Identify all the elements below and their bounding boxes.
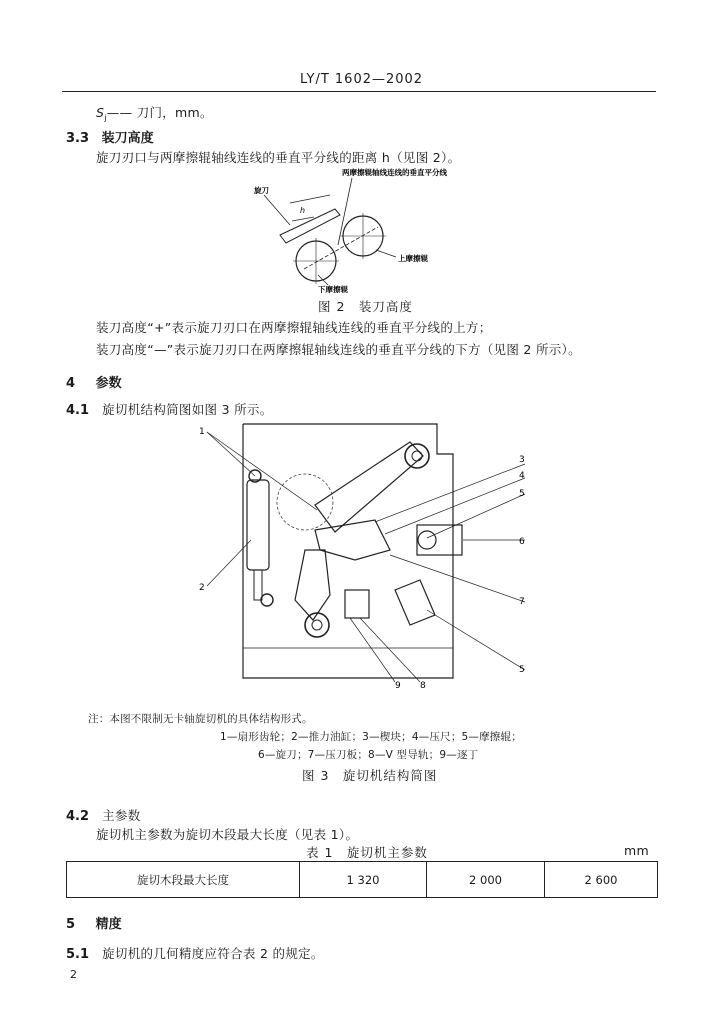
- table-1: [66, 861, 658, 898]
- fig3-callout-5: 5: [519, 489, 525, 499]
- fig3-wedge-block: [345, 590, 369, 618]
- fig3-lower-roller-unit: [395, 580, 435, 625]
- fig3-machine-frame: [243, 424, 453, 678]
- figure-3-note: 注：本图不限制无卡轴旋切机的具体结构形式。: [88, 713, 313, 725]
- fig3-roller-circle: [418, 531, 436, 549]
- fig2-label-blade: 旋刀: [254, 186, 269, 195]
- section-title: 精度: [95, 917, 122, 932]
- height-note-plus: 装刀高度“+”表示旋刀刃口在两摩擦辊轴线连线的垂直平分线的上方；: [96, 320, 492, 335]
- table-row: [67, 862, 658, 898]
- formula-symbol: S: [96, 105, 105, 120]
- section-3-3-body: 旋刀刃口与两摩擦辊轴线连线的垂直平分线的距离 h（见图 2）。: [96, 150, 461, 165]
- fig3-blade-carriage: [315, 520, 390, 560]
- fig3-cylinder-rod: [254, 570, 262, 600]
- table-1-caption: 表 1 旋切机主参数: [306, 845, 428, 860]
- fig3-leader-5b: [427, 610, 525, 670]
- figure-3-legend-line1: 1—扇形齿轮；2—推力油缸；3—楔块；4—压尺；5—摩擦辊；: [220, 731, 522, 743]
- section-number: 4.2: [66, 809, 90, 824]
- table-cell-value: 2 000: [427, 862, 545, 898]
- fig3-roller-unit: [417, 525, 462, 555]
- fig2-blade-shape: [280, 209, 340, 243]
- section-4-heading: [66, 372, 122, 391]
- table-1-unit: mm: [624, 843, 649, 858]
- fig2-centre-line: [304, 227, 378, 269]
- formula-subscript: j: [104, 113, 107, 123]
- section-title: 主参数: [102, 808, 141, 823]
- figure-3-legend-line2: 6—旋刀；7—压刀板；8—V 型导轨；9—逐丁: [258, 749, 479, 761]
- fig3-top-pivot-inner: [412, 451, 422, 461]
- fig2-label-upper-roller: 上摩擦辊: [398, 254, 428, 263]
- section-number: 4: [66, 376, 76, 391]
- fig2-h-dim-a: [290, 195, 330, 203]
- formula-note: [96, 103, 213, 123]
- fig3-leader-3: [375, 464, 525, 522]
- fig3-lower-pivot: [305, 613, 329, 637]
- table-cell-value: 2 600: [545, 862, 658, 898]
- fig2-lower-leader: [318, 275, 328, 285]
- fig3-top-pivot: [405, 444, 429, 468]
- fig3-log-circle: [277, 474, 333, 530]
- fig3-callout-6: 6: [519, 537, 525, 547]
- fig3-callout-3: 3: [519, 455, 525, 465]
- fig3-lower-arm: [295, 550, 330, 620]
- header-rule: [62, 91, 656, 92]
- figure-2-caption: 图 2 装刀高度: [318, 299, 413, 314]
- section-3-3-heading: [66, 127, 154, 146]
- header-doc-code: LY/T 1602—2002: [300, 72, 424, 87]
- fig3-leader-1a: [207, 432, 255, 476]
- fig2-label-lower-roller: 下摩擦辊: [318, 285, 348, 294]
- section-5-1: [66, 943, 324, 962]
- section-5-heading: [66, 913, 122, 932]
- fig3-leader-8: [360, 618, 420, 682]
- section-number: 3.3: [66, 131, 90, 146]
- fig2-label-top-leader: [338, 178, 352, 245]
- table-cell-value: 1 320: [300, 862, 427, 898]
- fig2-label-h: h: [300, 206, 306, 215]
- fig3-callout-8: 8: [420, 681, 426, 690]
- figure-3-caption: 图 3 旋切机结构简图: [302, 768, 438, 783]
- formula-text: —— 刀门，mm。: [106, 105, 213, 120]
- section-4-2-body: 旋切机主参数为旋切木段最大长度（见表 1）。: [96, 827, 359, 842]
- height-note-minus: 装刀高度“—”表示旋刀刃口在两摩擦辊轴线连线的垂直平分线的下方（见图 2 所示）。: [96, 342, 581, 357]
- fig3-sector-arm: [315, 442, 423, 532]
- fig3-callout-4: 4: [519, 471, 525, 481]
- fig3-thrust-cylinder: [247, 480, 269, 570]
- section-4-2-heading: [66, 805, 141, 824]
- section-number: 5: [66, 917, 76, 932]
- table-row-label: 旋切木段最大长度: [67, 862, 300, 898]
- fig2-blade-leader: [264, 195, 290, 225]
- fig2-label-top: 两摩擦辊轴线连线的垂直平分线: [342, 168, 447, 177]
- section-4-1: [66, 399, 273, 418]
- figure-2: [230, 165, 500, 295]
- section-number: 4.1: [66, 403, 90, 418]
- fig3-callout-7: 7: [519, 597, 525, 607]
- section-title: 装刀高度: [101, 131, 154, 146]
- fig3-leader-2: [207, 540, 251, 586]
- fig3-callout-5b: 5: [519, 665, 525, 675]
- page-number: 2: [70, 968, 77, 981]
- fig3-leader-5a: [427, 494, 525, 538]
- fig2-upper-leader: [376, 250, 396, 257]
- section-number: 5.1: [66, 947, 90, 962]
- fig3-leader-1b: [207, 432, 317, 510]
- fig3-callout-1: 1: [199, 427, 205, 437]
- section-body: 旋切机的几何精度应符合表 2 的规定。: [102, 946, 324, 961]
- section-body: 旋切机结构简图如图 3 所示。: [102, 402, 273, 417]
- fig3-callout-2: 2: [199, 583, 205, 593]
- fig3-cylinder-bottom-pin: [261, 594, 273, 606]
- figure-3: [195, 420, 535, 690]
- fig3-leader-9: [350, 618, 395, 682]
- fig3-leader-7: [390, 555, 525, 602]
- fig3-lower-pivot-inner: [312, 620, 322, 630]
- fig3-callout-9: 9: [395, 681, 401, 690]
- section-title: 参数: [95, 376, 122, 391]
